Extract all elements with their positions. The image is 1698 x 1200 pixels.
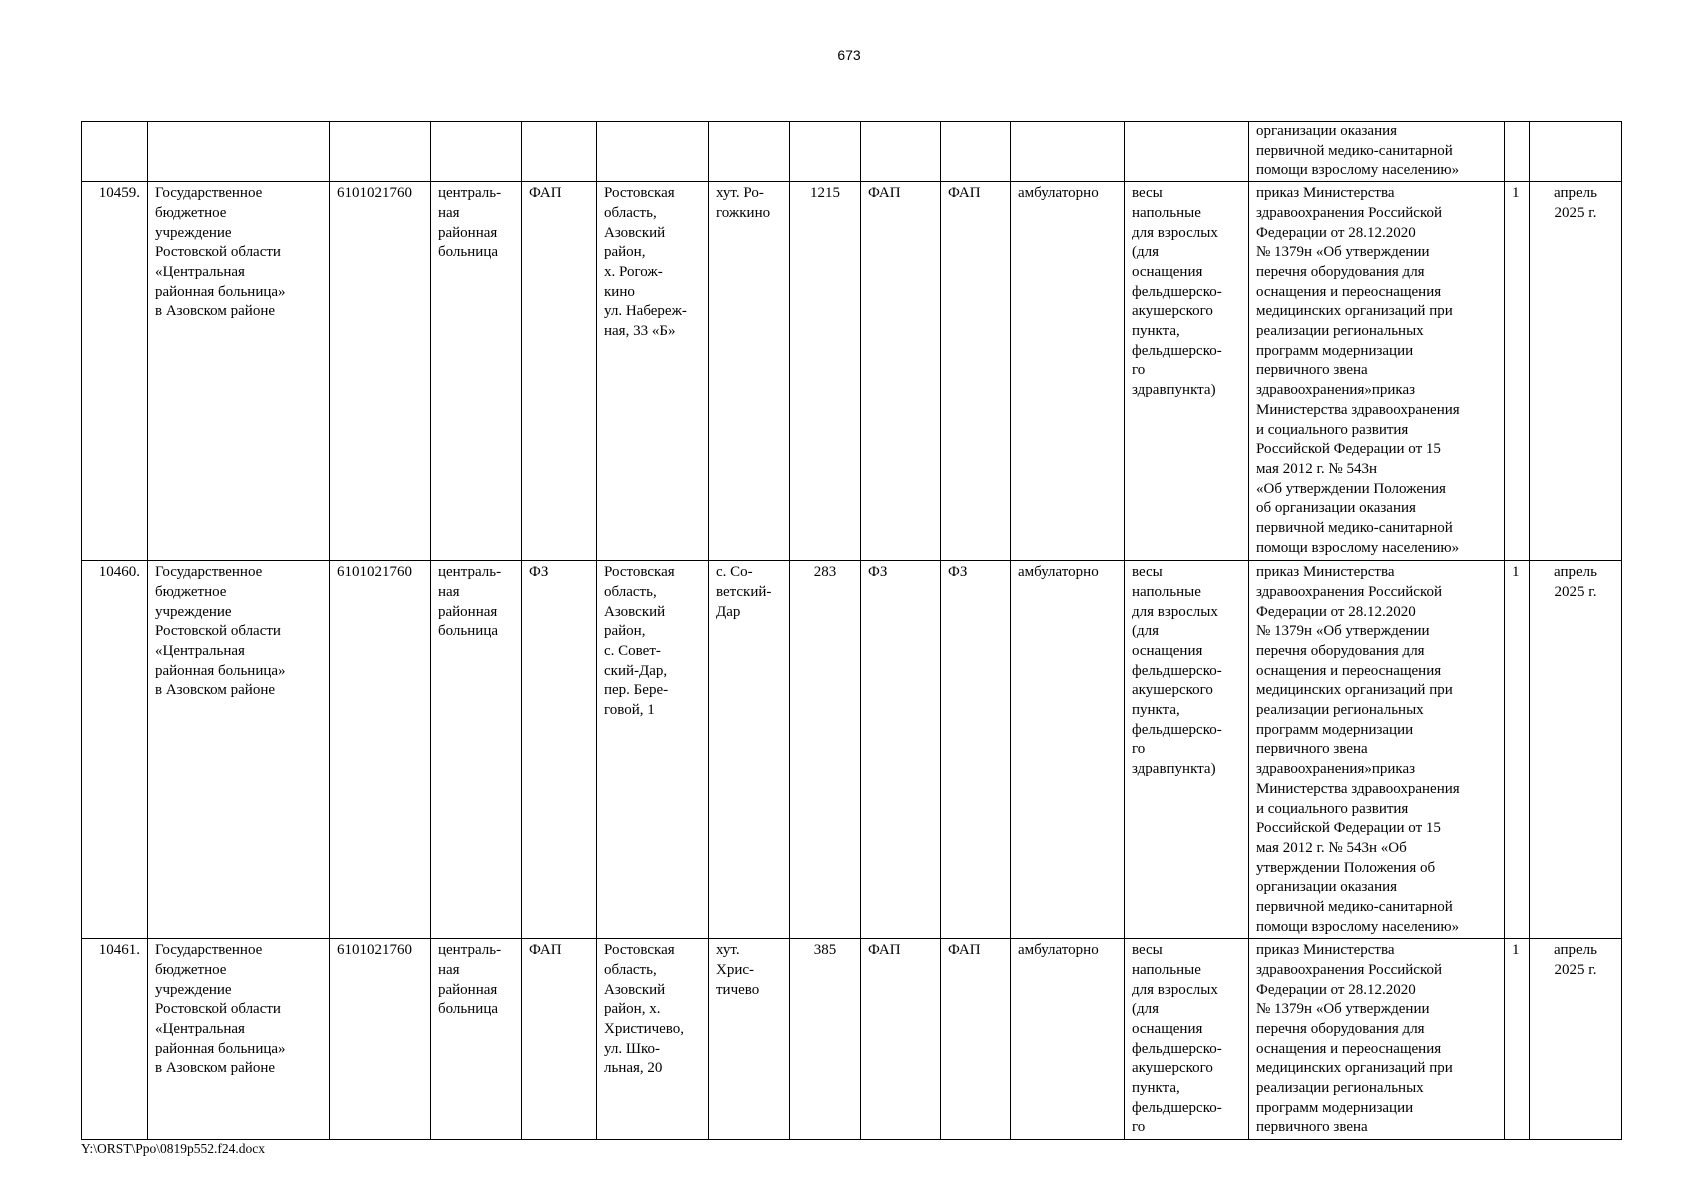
cell-population bbox=[790, 122, 861, 182]
cell-locality bbox=[709, 122, 790, 182]
cell-qty: 1 bbox=[1505, 561, 1530, 939]
cell-mode bbox=[1011, 122, 1125, 182]
cell-inn: 6101021760 bbox=[330, 182, 431, 561]
cell-law: приказ Министерства здравоохранения Российской Федерации от 28.12.2020 № 1379н «Об утверждении перечня оборудования для оснащения и переоснащения медицинских организаций при реализации региональных программ модернизации первичного звена bbox=[1249, 939, 1505, 1140]
cell-equipment bbox=[1125, 122, 1249, 182]
cell-unit: ФЗ bbox=[522, 561, 597, 939]
cell-law: приказ Министерства здравоохранения Российской Федерации от 28.12.2020 № 1379н «Об утверждении перечня оборудования для оснащения и переоснащения медицинских организаций при реализации региональных программ модернизации первичного звена здравоохранения»приказ Министерства здравоохранения и социального развития Российской Федерации от 15 мая 2012 г. № 543н «Об утверждении Положения об организации оказания первичной медико-санитарной помощи взрослому населению» bbox=[1249, 182, 1505, 561]
cell-law: приказ Министерства здравоохранения Российской Федерации от 28.12.2020 № 1379н «Об утверждении перечня оборудования для оснащения и переоснащения медицинских организаций при реализации региональных программ модернизации первичного звена здравоохранения»приказ Министерства здравоохранения и социального развития Российской Федерации от 15 мая 2012 г. № 543н «Об утверждении Положения об организации оказания первичной медико-санитарной помощи взрослому населению» bbox=[1249, 561, 1505, 939]
cell-mode: амбулаторно bbox=[1011, 561, 1125, 939]
cell-law: организации оказания первичной медико-санитарной помощи взрослому населению» bbox=[1249, 122, 1505, 182]
cell-unit2: ФАП bbox=[861, 182, 941, 561]
cell-locality: хут. Ро- гожкино bbox=[709, 182, 790, 561]
cell-population: 1215 bbox=[790, 182, 861, 561]
cell-unit3: ФАП bbox=[941, 182, 1011, 561]
cell-type bbox=[431, 122, 522, 182]
cell-mode: амбулаторно bbox=[1011, 182, 1125, 561]
cell-equipment: весы напольные для взрослых (для оснащения фельдшерско- акушерского пункта, фельдшерско- го здравпункта) bbox=[1125, 182, 1249, 561]
cell-unit: ФАП bbox=[522, 939, 597, 1140]
equipment-table bbox=[81, 121, 1622, 1140]
table-row-continuation bbox=[82, 122, 1622, 182]
cell-unit: ФАП bbox=[522, 182, 597, 561]
cell-address: Ростовская область, Азовский район, х. Рогож- кино ул. Набереж- ная, 33 «Б» bbox=[597, 182, 709, 561]
cell-unit3 bbox=[941, 122, 1011, 182]
cell-date: апрель 2025 г. bbox=[1530, 939, 1622, 1140]
cell-equipment: весы напольные для взрослых (для оснащения фельдшерско- акушерского пункта, фельдшерско- го bbox=[1125, 939, 1249, 1140]
cell-unit bbox=[522, 122, 597, 182]
cell-address: Ростовская область, Азовский район, с. Совет- ский-Дар, пер. Бере- говой, 1 bbox=[597, 561, 709, 939]
table-row bbox=[82, 939, 1622, 1140]
cell-inn bbox=[330, 122, 431, 182]
cell-org: Государственное бюджетное учреждение Ростовской области «Центральная районная больница» в Азовском районе bbox=[148, 561, 330, 939]
cell-type: централь- ная районная больница bbox=[431, 561, 522, 939]
cell-unit3: ФЗ bbox=[941, 561, 1011, 939]
table-row bbox=[82, 182, 1622, 561]
cell-address: Ростовская область, Азовский район, х. Христичево, ул. Шко- льная, 20 bbox=[597, 939, 709, 1140]
cell-unit3: ФАП bbox=[941, 939, 1011, 1140]
cell-type: централь- ная районная больница bbox=[431, 182, 522, 561]
cell-num: 10461. bbox=[82, 939, 148, 1140]
cell-date bbox=[1530, 122, 1622, 182]
cell-org bbox=[148, 122, 330, 182]
cell-population: 385 bbox=[790, 939, 861, 1140]
cell-num: 10459. bbox=[82, 182, 148, 561]
table-row bbox=[82, 561, 1622, 939]
page-number: 673 bbox=[837, 47, 861, 63]
cell-mode: амбулаторно bbox=[1011, 939, 1125, 1140]
cell-locality: с. Со- ветский- Дар bbox=[709, 561, 790, 939]
cell-locality: хут. Хрис- тичево bbox=[709, 939, 790, 1140]
cell-unit2: ФЗ bbox=[861, 561, 941, 939]
cell-address bbox=[597, 122, 709, 182]
cell-inn: 6101021760 bbox=[330, 939, 431, 1140]
cell-qty: 1 bbox=[1505, 939, 1530, 1140]
cell-type: централь- ная районная больница bbox=[431, 939, 522, 1140]
cell-equipment: весы напольные для взрослых (для оснащения фельдшерско- акушерского пункта, фельдшерско- го здравпункта) bbox=[1125, 561, 1249, 939]
cell-qty bbox=[1505, 122, 1530, 182]
cell-inn: 6101021760 bbox=[330, 561, 431, 939]
cell-unit2 bbox=[861, 122, 941, 182]
cell-date: апрель 2025 г. bbox=[1530, 182, 1622, 561]
cell-org: Государственное бюджетное учреждение Ростовской области «Центральная районная больница» в Азовском районе bbox=[148, 182, 330, 561]
cell-num bbox=[82, 122, 148, 182]
footer-file-path: Y:\ORST\Ppo\0819p552.f24.docx bbox=[81, 1141, 266, 1156]
cell-org: Государственное бюджетное учреждение Ростовской области «Центральная районная больница» в Азовском районе bbox=[148, 939, 330, 1140]
cell-population: 283 bbox=[790, 561, 861, 939]
cell-qty: 1 bbox=[1505, 182, 1530, 561]
cell-unit2: ФАП bbox=[861, 939, 941, 1140]
cell-num: 10460. bbox=[82, 561, 148, 939]
cell-date: апрель 2025 г. bbox=[1530, 561, 1622, 939]
